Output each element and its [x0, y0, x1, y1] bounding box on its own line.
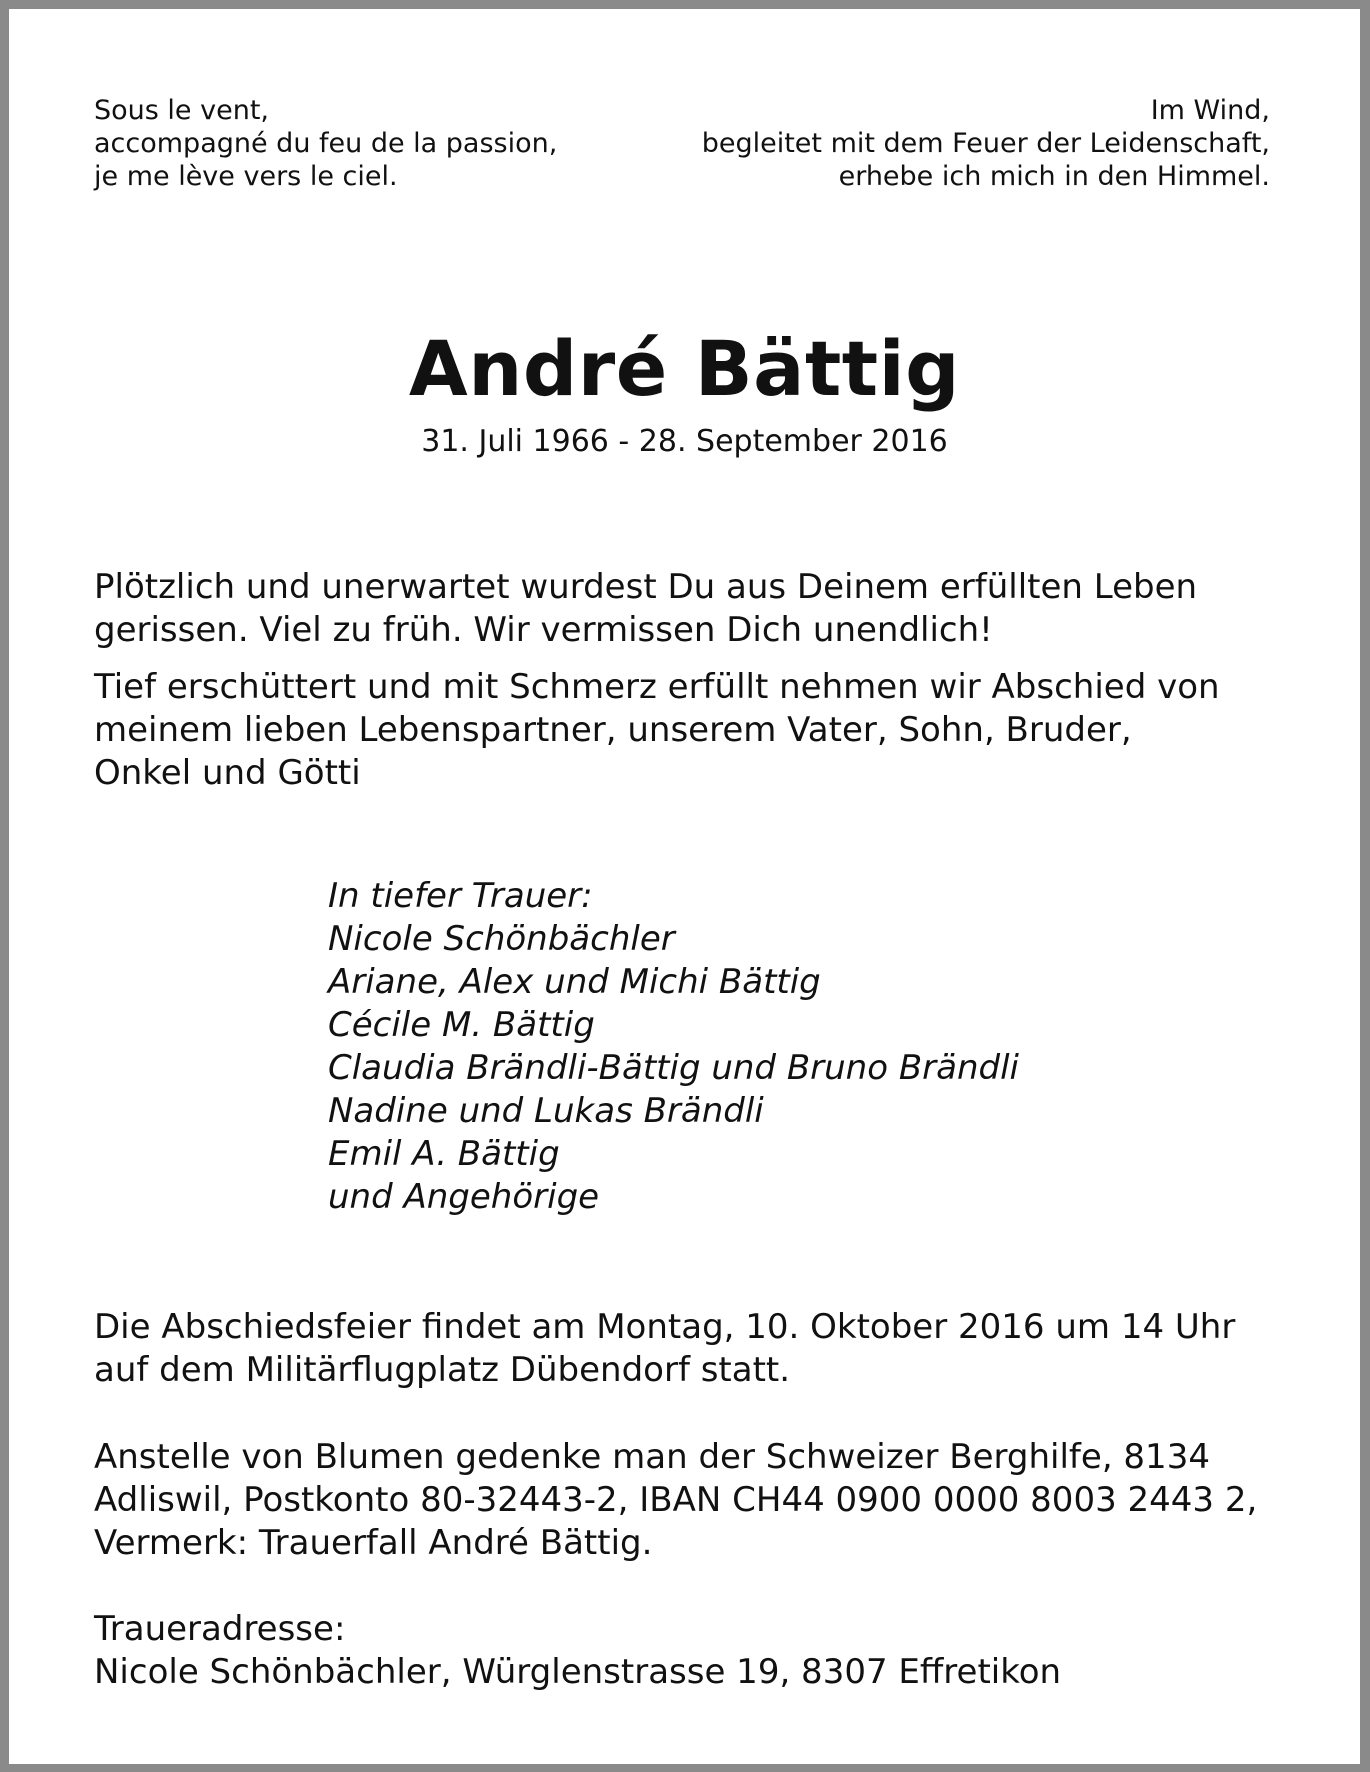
address-paragraph: [94, 1608, 1294, 1694]
mourners-list: [328, 875, 1019, 1219]
poem-french-line: Sous le vent,: [94, 95, 269, 126]
address-heading: Traueradresse:: [94, 1609, 346, 1649]
paragraph-line: Vermerk: Trauerfall André Bättig.: [94, 1523, 653, 1563]
poem-german-line: Im Wind,: [1150, 95, 1270, 126]
paragraph-line: Plötzlich und unerwartet wurdest Du aus Deinem erfüllten Leben: [94, 567, 1198, 607]
address-line: Nicole Schönbächler, Würglenstrasse 19, 8307 Effretikon: [94, 1652, 1062, 1692]
mourner-item: und Angehörige: [328, 1177, 600, 1217]
paragraph-line: Tief erschüttert und mit Schmerz erfüllt nehmen wir Abschied von: [94, 667, 1220, 707]
paragraph-line: Onkel und Götti: [94, 753, 361, 793]
poem-french: [94, 94, 557, 193]
paragraph-line: Adliswil, Postkonto 80-32443-2, IBAN CH44 0900 0000 8003 2443 2,: [94, 1480, 1258, 1520]
paragraph-line: Die Abschiedsfeier findet am Montag, 10. Oktober 2016 um 14 Uhr: [94, 1307, 1236, 1347]
mourner-item: Emil A. Bättig: [328, 1134, 560, 1174]
donation-paragraph: [94, 1436, 1294, 1565]
paragraph-line: Anstelle von Blumen gedenke man der Schweizer Berghilfe, 8134: [94, 1437, 1210, 1477]
mourner-item: Cécile M. Bättig: [328, 1005, 595, 1045]
obituary-page: [9, 9, 1360, 1764]
intro-paragraph: [94, 566, 1294, 652]
paragraph-line: gerissen. Viel zu früh. Wir vermissen Dich unendlich!: [94, 610, 993, 650]
mourner-item: Nicole Schönbächler: [328, 919, 675, 959]
mourner-item: Nadine und Lukas Brändli: [328, 1091, 764, 1131]
paragraph-line: auf dem Militärflugplatz Dübendorf statt.: [94, 1350, 791, 1390]
poem-german-line: begleitet mit dem Feuer der Leidenschaft,: [701, 128, 1270, 159]
ceremony-paragraph: [94, 1306, 1294, 1392]
poem-german: [702, 94, 1270, 193]
paragraph-line: meinem lieben Lebenspartner, unserem Vater, Sohn, Bruder,: [94, 710, 1132, 750]
mourner-item: Ariane, Alex und Michi Bättig: [328, 962, 821, 1002]
mourners-heading: In tiefer Trauer:: [328, 876, 593, 916]
poem-french-line: accompagné du feu de la passion,: [94, 128, 558, 159]
poem-french-line: je me lève vers le ciel.: [94, 161, 398, 192]
poem-german-line: erhebe ich mich in den Himmel.: [838, 161, 1270, 192]
farewell-paragraph: [94, 666, 1294, 795]
deceased-name: André Bättig: [408, 324, 961, 413]
mourner-item: Claudia Brändli-Bättig und Bruno Brändli: [328, 1048, 1019, 1088]
life-dates: 31. Juli 1966 - 28. September 2016: [421, 424, 948, 459]
